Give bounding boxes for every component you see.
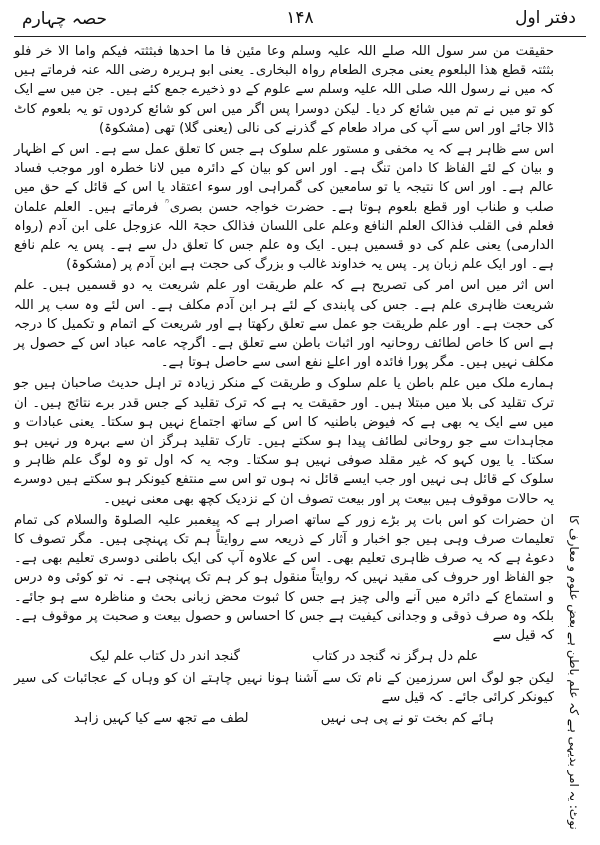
verse-couplet bbox=[14, 647, 554, 666]
verse-line: لطف مے تجھ سے کیا کہیں زاہد bbox=[73, 710, 249, 726]
volume-label: دفتر اول bbox=[515, 8, 576, 28]
paragraph: ہمارے ملک میں علم باطن یا علم سلوک و طریقت کے منکر زیادہ تر اہل حدیث صاحبان ہیں جو ترک تقلید کی بلا میں مبتلا ہیں۔ اور حقیقت یہ ہے کہ ترک تقلید کے جس قدر برے نتائج ہیں۔ ان میں سے ایک یہ بھی ہے کہ فیوض باطنیہ کا اس کے ساتھ اجتماع نہیں ہو سکتا۔ یعنی عبادات و مجاہدات سے جو روحانی لطائف پیدا ہو سکتے ہیں۔ تارک تقلید ہرگز ان سے بہرہ ور نہیں ہو سکتا۔ یا یوں کہو کہ غیر مقلد صوفی نہیں ہو سکتا۔ وجہ یہ کہ اول تو وہ لوگ علم ظاہر و سلوک کے قائل ہی نہیں اور جب ایسے قائل نہ ہوں تو اس سے منتفع کیونکر ہو سکتے ہیں دوسرے یہ حالات موقوف ہیں بیعت پر اور بیعت تصوف ان کے نزدیک کچھ بھی معنی نہیں۔ bbox=[14, 376, 554, 507]
paragraph: اس اثر میں اس امر کی تصریح ہے کہ علم طریقت اور علم شریعت یہ دو قسمیں ہیں۔ علم شریعت ظاہری علم ہے۔ جس کی پابندی کے لئے ہر ابن آدم مکلف ہے۔ اس لئے وہ سب پر اللہ کی حجت ہے۔ اور علم طریقت جو عمل سے تعلق رکھتا ہے اور شریعت کے اتمام و تکمیل کا درجہ ہے اس کا خاص لطائف روحانیہ اور اثبات باطن سے تعلق ہے۔ اگرچہ عامہ عباد اس کے حصول پر مکلف نہیں ہیں۔ مگر پورا فائدہ اور اعلےٰ نفع اسی سے حاصل ہوتا ہے۔ bbox=[14, 278, 554, 371]
verse-line: گنجد اندر دل کتاب علم لیک bbox=[89, 649, 240, 665]
paragraph: اس سے ظاہر ہے کہ یہ مخفی و مستور علم سلوک ہے جس کا تعلق عمل سے ہے۔ اس کے اظہار و بیان کے لئے الفاظ کا دامن تنگ ہے۔ اور اس کو بیان کے دائرہ میں لانا خطرہ اور موجب فساد عالم ہے۔ اور اس کا نتیجہ یا تو سامعین کی گمراہی اور سوء اعتقاد یا اس کے قائل کے حق میں صلب و طناب اور قطع بلعوم ہوتا ہے۔ حضرت خواجہ حسن بصری ؒ فرماتے ہیں۔ العلم علمان فعلم فی القلب فذالک العلم النافع وعلم علی اللسان فذالک حجۃ اللہ عزوجل علی ابن آدم (رواہ الدارمی) یعنی علم کی دو قسمیں ہیں۔ ایک وہ علم جس کا تعلق دل سے ہے۔ پس یہ علم نافع ہے۔ اور ایک علم زبان پر۔ پس یہ خداوند غالب و بزرگ کی حجت ہے ابن آدم پر (مشکوۃ) bbox=[14, 142, 554, 273]
paragraph: ان حضرات کو اس بات پر بڑے زور کے ساتھ اصرار ہے کہ پیغمبر علیہ الصلوۃ والسلام کی تمام تعلیمات صرف وہی ہیں جو اخبار و آثار کے ذریعہ سے روایتاً ہم تک پہنچی ہیں۔ مگر تصوف کا دعوےٰ ہے کہ یہ صرف ظاہری تعلیم بھی۔ اس کے علاوہ آپ کی ایک باطنی دوسری تعلیم بھی ہے۔ جو الفاظ اور حروف کی مقید نہیں کہ روایتاً منقول ہو کر ہم تک پہنچی ہے۔ نہ تو کوئی وہ درس و استماع کے دائرہ میں آنے والی چیز ہے جس کا ثبوت محض زبانی بحث و مناظرہ سے ہو جائے۔ بلکہ وہ صرف ذوقی و وجدانی کیفیت ہے جس کا احساس و حصول بیعت و صحبت پر موقوف ہے۔ کہ قیل سے bbox=[14, 512, 554, 644]
verse-line: ہائے کم بخت تو نے پی ہی نہیں bbox=[320, 710, 495, 726]
header-rule bbox=[14, 36, 586, 37]
page-number: ۱۴۸ bbox=[286, 8, 314, 28]
margin-note: نوٹ: یہ امر بدیہی ہے کہ علم باطن ہے بعض علوم و معارف کا bbox=[567, 515, 581, 830]
paragraph: حقیقت من سر سول اللہ صلے اللہ علیہ وسلم وعا مئین فا ما احدھا فبثثتہ فیکم واما الا خر فلو بثثتہ قطع ھذا البلعوم یعنی مجری الطعام رواہ البخاری۔ یعنی ابو ہریرہ رضی اللہ عنہ فرماتے ہیں کہ میں نے رسول اللہ صلی اللہ علیہ وسلم سے علوم کے دو ذخیرے جمع کئے ہیں۔ جن میں سے ایک کو تو میں نے تم میں شائع کر دیا۔ لیکن دوسرا پس اگر میں اس کو شائع کردوں تو یہ بلعوم کاٹ ڈالا جائے اور اس سے آپ کی مراد طعام کے گذرنے کی نالی (یعنی گلا) تھی (مشکوۃ) bbox=[14, 44, 554, 136]
part-label: حصہ چہارم bbox=[22, 9, 107, 29]
verse-line: علم دل ہرگز نہ گنجد در کتاب bbox=[312, 649, 479, 665]
paragraph: لیکن جو لوگ اس سرزمین کے نام تک سے آشنا ہونا نہیں چاہتے ان کو وہاں کے عجائبات کی سیر کیونکر کرائی جائے۔ کہ قیل سے bbox=[14, 670, 554, 705]
body-text bbox=[14, 42, 554, 730]
verse-couplet bbox=[14, 709, 554, 728]
page-header bbox=[0, 0, 600, 34]
